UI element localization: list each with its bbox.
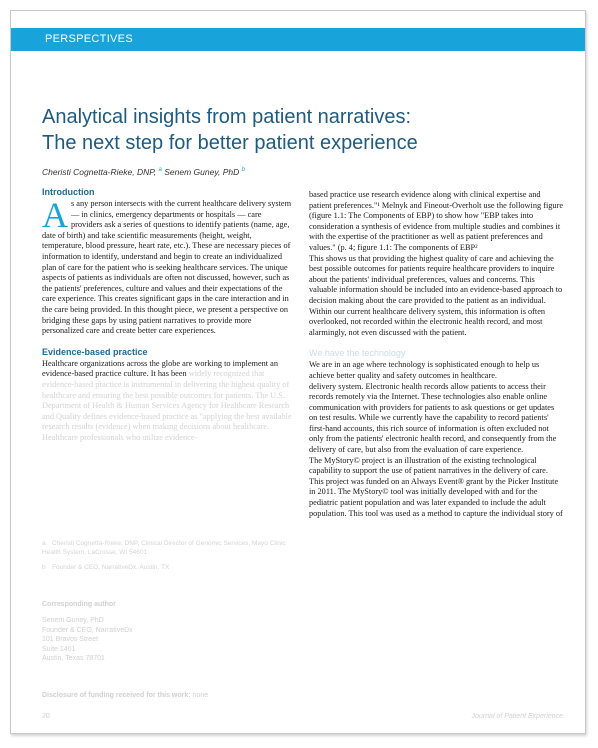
disclosure-value: none [192, 692, 209, 699]
evidence-text: Healthcare organizations across the globe are working to implement an evidence-based practice culture. It has been [42, 358, 278, 379]
right-paragraph-5: The MyStory© project is an illustration of the existing technological capability to support the use of patient narratives in the delivery of care. This project was funded on an Always Event® grant by the Picker Institute in 2011. The MyStory© tool was initially developed with and for the pediatric patient population and was later expanded to include the adult population. This tool was used as a method to capture the individual story of [309, 455, 563, 518]
article-title-line-2: The next step for better patient experience [42, 132, 418, 154]
corresponding-author-street: 101 Bravos Street [42, 636, 99, 643]
right-paragraph-2: This shows us that providing the highest quality of care and achieving the best possible outcomes for patients require healthcare providers to inquire about the patients' individual preferences, values and concerns. This valuable information should be included into an evidence-based approach to decision making about the care provided to the patient as an individual. Within our current healthcare delivery system, this information is often overlooked, not recorded within the electronic health record, and most alarmingly, not even discussed with the patient. [309, 253, 563, 337]
right-paragraph-3: We are in an age where technology is sophisticated enough to help us achieve better quality and safety outcomes in healthcare. [309, 360, 540, 380]
footnote-a-mark: a [42, 540, 46, 547]
corresponding-author-heading: Corresponding author [42, 601, 116, 608]
author-1-affiliation-mark: a [158, 167, 162, 174]
corresponding-author-name: Senem Guney, PhD [42, 617, 104, 624]
evidence-paragraph [42, 359, 294, 444]
technology-heading: We have the technology [309, 348, 406, 359]
footnote-b [42, 563, 294, 572]
left-column [42, 187, 294, 443]
affiliation-footnotes [42, 539, 294, 578]
corresponding-author-city: Austin, Texas 78701 [42, 655, 105, 662]
section-banner [11, 28, 585, 51]
right-column [309, 190, 564, 519]
evidence-text-faded: widely recognized that evidence-based practice is instrumental in delivering the highest quality of healthcare and ensuring the best possible outcomes for patients. The U.S. Department of Health & Human Services Agency for Healthcare Research and Quality defines evidence-based practice as "applying the best available research results (evidence) when making decisions about healthcare. Healthcare professionals who utilize evidence- [42, 369, 292, 442]
article-title [42, 104, 562, 156]
section-banner-label: PERSPECTIVES [45, 33, 133, 45]
drop-cap: A [42, 195, 68, 235]
evidence-section [42, 347, 294, 444]
footnote-a-text: Cheristi Cognetta-Rieke, DNP, Clinical Director of Genomic Services, Mayo Clinic Health System, LaCrosse, WI 54601 [42, 540, 286, 556]
corresponding-author-block [42, 601, 294, 664]
page-number: 20 [42, 713, 50, 720]
evidence-based-practice-heading: Evidence-based practice [42, 346, 148, 357]
footnote-b-text: Founder & CEO, NarrativeDx, Austin, TX [52, 564, 170, 571]
footnote-a [42, 539, 294, 557]
corresponding-author-title: Founder & CEO, NarrativeDx [42, 626, 133, 634]
disclosure-line [42, 692, 294, 699]
footnote-b-mark: b [42, 564, 46, 571]
author-1: Cheristi Cognetta-Rieke, DNP, [42, 167, 157, 177]
journal-name: Journal of Patient Experience [471, 713, 563, 720]
author-2-affiliation-mark: b [241, 167, 245, 174]
corresponding-author-suite: Suite 1401 [42, 645, 76, 653]
introduction-text: s any person intersects with the current healthcare delivery system — in clinics, emergency departments or hospitals — care providers ask a series of questions to identify patients (name, age, date of birth) and take scientific measurements (height, weight, temperature, blood pressure, heart rate, etc.). These are necessary pieces of information to identify, understand and begin to create an individualized plan of care for the patient who is seeking healthcare services. The unique aspects of patients as individuals are often not discussed, however, such as the patients' preferences, culture and values and their expectations of the care experience. This creates significant gaps in the care interaction and in the care being provided. In this thought piece, we present a perspective on bridging these gaps by using patient narratives to provide more personalized care and create better care experiences. [42, 199, 292, 336]
article-title-line-1: Analytical insights from patient narratives: [42, 106, 412, 128]
author-list [42, 167, 562, 177]
document-page [10, 10, 586, 734]
introduction-paragraph [42, 195, 294, 337]
right-paragraph-1: based practice use research evidence along with clinical expertise and patient preferences."¹ Melnyk and Fineout-Overholt use the following figure (figure 1.1: The Components of EBP) to show how "EBP takes into consideration a synthesis of evidence from multiple studies and combines it with the expertise of the practitioner as well as patient preferences and values." (p. 4; figure 1.1: The components of EBP² [309, 190, 564, 252]
introduction-heading: Introduction [42, 187, 95, 197]
right-paragraph-4: delivery system. Electronic health records allow patients to access their records remotely via the Internet. These technologies also enable online communication with providers for patients to ask questions or get updates on test results. While we currently have the capability to record patients' first-hand accounts, this rich source of information is often excluded not only from the patients' electronic health record, and consequently from the delivery of care, but also from the evaluation of care experience. [309, 381, 557, 455]
author-2: Senem Guney, PhD [164, 167, 240, 177]
disclosure-label: Disclosure of funding received for this work: [42, 692, 191, 699]
